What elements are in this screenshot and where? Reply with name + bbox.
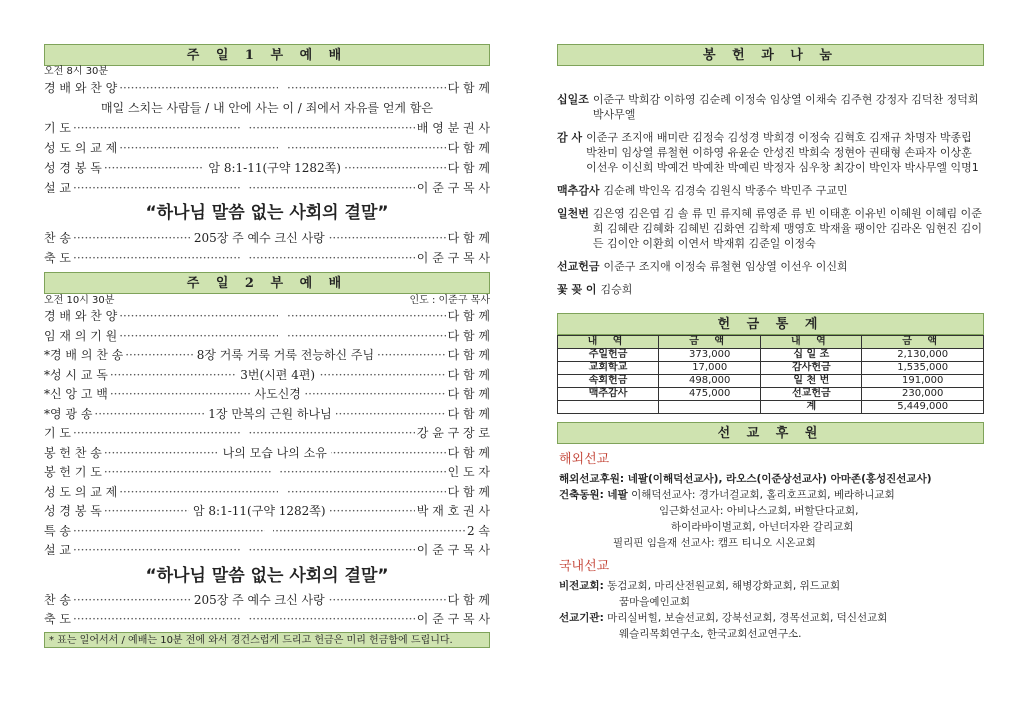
money-amount: 230,000 bbox=[862, 388, 984, 401]
offering-label: 맥추감사 bbox=[557, 184, 600, 197]
right-column bbox=[557, 44, 984, 642]
service2-header: 주 일 2 부 예 배 bbox=[44, 272, 490, 294]
church-line1: 이해덕선교사: 경가너걸교회, 홀리호프교회, 베라하니교회 bbox=[631, 489, 895, 501]
agency-label: 선교기관: bbox=[559, 612, 604, 624]
service2-subhead bbox=[44, 294, 490, 307]
offering-names: 김은영 김은엽 김 솔 류 민 류지혜 류영준 류 빈 이태훈 이유빈 이혜원 이혜림 이준희 김혜란 김혜화 김혜빈 김화연 김학제 맹영호 박재율 팽이안 김라온 임현진 김이든 김이안 이환희 이연서 박재휘 김준일 이정숙 bbox=[592, 207, 983, 250]
order-value: 인 도 자 bbox=[447, 465, 490, 479]
order-value: 다 함 께 bbox=[447, 445, 490, 460]
order-dots bbox=[73, 610, 415, 630]
service2-time: 오전 10시 30분 bbox=[44, 295, 115, 306]
service2-note: * 표는 일어서서 / 예배는 10분 전에 와서 경건스럽게 드리고 헌금은 미리 헌금함에 드립니다. bbox=[44, 632, 490, 648]
order-label: 경 배 와 찬 양 bbox=[44, 81, 118, 95]
order-row bbox=[44, 138, 490, 158]
offering-names: 이준구 박희감 이하영 김순례 이정숙 임상열 이채숙 김주현 강정자 김덕찬 정덕희 박사무엘 bbox=[592, 93, 979, 121]
order-value: 강 윤 구 장 로 bbox=[416, 426, 490, 440]
order-detail bbox=[240, 181, 248, 195]
money-item: 속회헌금 bbox=[558, 375, 659, 388]
money-table bbox=[557, 335, 984, 414]
order-row bbox=[44, 502, 490, 522]
service2-sermon: “하나님 말씀 없는 사회의 결말” bbox=[145, 565, 389, 586]
order-value: 다 함 께 bbox=[447, 348, 490, 362]
order-row bbox=[44, 118, 490, 138]
money-amount: 498,000 bbox=[659, 375, 761, 388]
order-dots bbox=[73, 248, 415, 268]
order-value: 이 준 구 목 사 bbox=[416, 543, 490, 557]
order-dots bbox=[73, 178, 415, 198]
order-detail: 암 8:1-11(구약 1282쪽) bbox=[189, 504, 330, 518]
overseas-title: 해외선교 bbox=[559, 452, 610, 467]
order-dots bbox=[125, 346, 445, 366]
order-row bbox=[44, 444, 490, 464]
offering-entry bbox=[557, 282, 984, 297]
money-row bbox=[558, 388, 984, 401]
mission-header: 선 교 후 원 bbox=[557, 422, 984, 444]
order-dots bbox=[73, 591, 446, 611]
order-dots bbox=[73, 541, 415, 561]
order-detail: 나의 모습 나의 소유 bbox=[219, 446, 331, 460]
order-row bbox=[44, 327, 490, 347]
order-detail bbox=[278, 309, 286, 323]
money-header: 헌 금 통 계 bbox=[557, 313, 984, 335]
order-label: 봉 헌 기 도 bbox=[44, 465, 102, 479]
overseas-support: 해외선교후원: 네팔(이해덕선교사), 라오스(이준상선교사) 아마존(홍성진선교사) bbox=[559, 473, 932, 485]
order-dots bbox=[110, 366, 446, 386]
order-label: 축 도 bbox=[44, 251, 71, 265]
vision-line2: 꿈마을예인교회 bbox=[619, 596, 691, 608]
order-value: 이 준 구 목 사 bbox=[416, 251, 490, 265]
offering-names: 김순례 박인옥 김경숙 김원식 박종수 박민주 구교민 bbox=[603, 184, 848, 197]
order-value: 2 속 bbox=[466, 523, 490, 538]
money-table-header bbox=[558, 336, 984, 349]
order-detail bbox=[240, 251, 248, 265]
order-label: *신 앙 고 백 bbox=[44, 387, 108, 401]
order-value: 배 영 분 권 사 bbox=[416, 121, 490, 135]
order-label: 경 배 와 찬 양 bbox=[44, 309, 118, 323]
money-amount: 373,000 bbox=[659, 349, 761, 362]
offering-label: 꽃 꽂 이 bbox=[557, 283, 597, 296]
order-dots bbox=[73, 424, 415, 444]
order-dots bbox=[104, 502, 415, 522]
order-label: 축 도 bbox=[44, 612, 71, 626]
order-row bbox=[44, 522, 490, 542]
order-label: 찬 송 bbox=[44, 231, 71, 245]
order-dots bbox=[94, 405, 445, 425]
money-amount: 1,535,000 bbox=[862, 362, 984, 375]
order-dots bbox=[104, 463, 446, 483]
money-amount: 2,130,000 bbox=[862, 349, 984, 362]
philippines: 필리핀 임을재 선교사: 캠프 티니오 시온교회 bbox=[613, 537, 816, 549]
money-item: 선교헌금 bbox=[761, 388, 862, 401]
order-label: 특 송 bbox=[44, 523, 71, 538]
order-value: 다 함 께 bbox=[447, 141, 490, 155]
order-detail bbox=[240, 543, 248, 557]
money-col-header: 내 역 bbox=[558, 336, 659, 349]
order-label: 임 재 의 기 원 bbox=[44, 328, 118, 343]
order-detail: 8장 거룩 거룩 거룩 전능하신 주님 bbox=[193, 348, 378, 362]
order-detail: 205장 주 예수 크신 사랑 bbox=[190, 593, 329, 607]
order-dots bbox=[73, 522, 465, 542]
order-row bbox=[44, 405, 490, 425]
order-detail: 암 8:1-11(구약 1282쪽) bbox=[204, 161, 345, 175]
order-dots bbox=[119, 307, 445, 327]
mission-domestic bbox=[559, 578, 984, 642]
offering-entry bbox=[557, 206, 984, 251]
order-dots bbox=[119, 483, 445, 503]
order-dots bbox=[73, 118, 415, 138]
order-value: 이 준 구 목 사 bbox=[416, 612, 490, 626]
order-value: 다 함 께 bbox=[447, 406, 490, 421]
order-dots bbox=[73, 228, 446, 248]
agency-line1: 마리실버힐, 보술선교회, 강북선교회, 경목선교회, 덕신선교회 bbox=[607, 612, 888, 624]
order-detail bbox=[265, 524, 273, 538]
agency-line2: 웨슬리목회연구소, 한국교회선교연구소. bbox=[619, 628, 802, 640]
money-amount: 191,000 bbox=[862, 375, 984, 388]
order-label: 성 경 봉 독 bbox=[44, 504, 102, 518]
offering-entry bbox=[557, 92, 984, 122]
order-detail: 3번(시편 4편) bbox=[236, 368, 319, 382]
order-label: *영 광 송 bbox=[44, 406, 93, 421]
order-label: 성 도 의 교 제 bbox=[44, 484, 118, 499]
order-dots bbox=[119, 327, 445, 347]
money-item bbox=[558, 401, 659, 414]
offering-label: 선교헌금 bbox=[557, 260, 600, 273]
money-item: 교회학교 bbox=[558, 362, 659, 375]
offering-names: 이준구 조지애 배미란 김정숙 김성경 박희경 이정숙 김혁호 김재규 차명자 박종립 박찬미 임상열 류철현 이하영 유윤순 안성진 박희숙 정현아 권태형 손파자 이상훈 이선우 이신희 박예건 박예찬 박예린 박정자 심우창 최강이 박인자 박사무엘 익명1 bbox=[586, 131, 979, 174]
offering-entry bbox=[557, 183, 984, 198]
order-detail bbox=[240, 612, 248, 626]
order-row bbox=[44, 463, 490, 483]
money-col-header: 내 역 bbox=[761, 336, 862, 349]
order-detail bbox=[278, 329, 286, 343]
church-line2: 임근화선교사: 아비나스교회, 버할단다교회, bbox=[659, 505, 859, 517]
order-row bbox=[44, 591, 490, 611]
order-label: 성 경 봉 독 bbox=[44, 161, 102, 175]
service2-order bbox=[44, 307, 490, 630]
order-label: 설 교 bbox=[44, 543, 71, 557]
order-row bbox=[44, 385, 490, 405]
domestic-title: 국내선교 bbox=[559, 559, 610, 574]
service1-order bbox=[44, 78, 490, 268]
offering-label: 감 사 bbox=[557, 131, 583, 144]
money-amount: 5,449,000 bbox=[862, 401, 984, 414]
offering-entry bbox=[557, 259, 984, 274]
vision-line1: 동검교회, 마리산전원교회, 해병강화교회, 위드교회 bbox=[607, 580, 841, 592]
offering-names: 이준구 조지애 이정숙 류철현 임상열 이선우 이신희 bbox=[603, 260, 848, 273]
left-column bbox=[44, 44, 490, 648]
order-detail bbox=[240, 121, 248, 135]
service1-song: 매일 스치는 사람들 / 내 안에 사는 이 / 죄에서 자유를 얻게 함은 bbox=[100, 101, 434, 115]
church-label: 건축동원: 네팔 bbox=[559, 489, 628, 501]
order-label: 성 도 의 교 제 bbox=[44, 141, 118, 155]
offering-label: 십일조 bbox=[557, 93, 589, 106]
order-label: 설 교 bbox=[44, 181, 71, 195]
order-value: 다 함 께 bbox=[447, 161, 490, 175]
money-amount: 475,000 bbox=[659, 388, 761, 401]
service1-sermon: “하나님 말씀 없는 사회의 결말” bbox=[145, 203, 389, 223]
order-detail: 205장 주 예수 크신 사랑 bbox=[190, 231, 329, 245]
order-detail bbox=[278, 141, 286, 155]
order-row bbox=[44, 178, 490, 198]
order-detail bbox=[278, 485, 286, 499]
order-value: 박 재 호 권 사 bbox=[416, 504, 490, 518]
order-value: 이 준 구 목 사 bbox=[416, 181, 490, 195]
money-row bbox=[558, 401, 984, 414]
order-dots bbox=[119, 138, 445, 158]
order-label: 기 도 bbox=[44, 121, 71, 135]
money-item: 십 일 조 bbox=[761, 349, 862, 362]
order-row bbox=[44, 366, 490, 386]
church-building bbox=[559, 487, 984, 503]
service1-header: 주 일 1 부 예 배 bbox=[44, 44, 490, 66]
order-row bbox=[44, 158, 490, 178]
order-detail bbox=[240, 426, 248, 440]
order-dots bbox=[104, 158, 446, 178]
vision-label: 비전교회: bbox=[559, 580, 604, 592]
order-detail: 1장 만복의 근원 하나님 bbox=[204, 407, 335, 421]
order-row bbox=[44, 307, 490, 327]
order-row bbox=[44, 610, 490, 630]
money-amount bbox=[659, 401, 761, 414]
money-row bbox=[558, 362, 984, 375]
order-value: 다 함 께 bbox=[447, 328, 490, 343]
offering-names: 김승희 bbox=[600, 283, 633, 296]
order-detail bbox=[271, 465, 279, 479]
order-label: 기 도 bbox=[44, 426, 71, 440]
order-dots bbox=[110, 385, 446, 405]
order-detail: 사도신경 bbox=[251, 387, 305, 401]
service2-leader: 인도 : 이준구 목사 bbox=[409, 295, 490, 306]
order-label: 봉 헌 찬 송 bbox=[44, 445, 102, 460]
money-item: 감사헌금 bbox=[761, 362, 862, 375]
order-row bbox=[44, 78, 490, 98]
order-label: *성 시 교 독 bbox=[44, 367, 108, 382]
offering-list bbox=[557, 92, 984, 297]
order-value: 다 함 께 bbox=[447, 484, 490, 499]
money-amount: 17,000 bbox=[659, 362, 761, 375]
service1-time: 오전 8시 30분 bbox=[44, 66, 109, 77]
offering-label: 일천번 bbox=[557, 207, 589, 220]
order-dots bbox=[104, 444, 446, 464]
order-row bbox=[44, 541, 490, 561]
order-value: 다 함 께 bbox=[447, 309, 490, 323]
order-value: 다 함 께 bbox=[447, 367, 490, 382]
money-item: 일 천 번 bbox=[761, 375, 862, 388]
money-row bbox=[558, 349, 984, 362]
order-value: 다 함 께 bbox=[447, 81, 490, 95]
offering-entry bbox=[557, 130, 984, 175]
order-dots bbox=[119, 78, 445, 98]
money-row bbox=[558, 375, 984, 388]
order-label: 찬 송 bbox=[44, 592, 71, 607]
money-item: 맥추감사 bbox=[558, 388, 659, 401]
order-value: 다 함 께 bbox=[447, 387, 490, 401]
money-item: 주일헌금 bbox=[558, 349, 659, 362]
order-value: 다 함 께 bbox=[447, 592, 490, 607]
order-row bbox=[44, 483, 490, 503]
order-row bbox=[44, 346, 490, 366]
money-col-header: 금 액 bbox=[862, 336, 984, 349]
order-row bbox=[44, 248, 490, 268]
money-item: 계 bbox=[761, 401, 862, 414]
mission-overseas bbox=[559, 471, 984, 551]
offering-header: 봉 헌 과 나 눔 bbox=[557, 44, 984, 66]
money-col-header: 금 액 bbox=[659, 336, 761, 349]
order-value: 다 함 께 bbox=[447, 231, 490, 245]
order-label: *경 배 의 찬 송 bbox=[44, 348, 124, 362]
order-detail bbox=[278, 81, 286, 95]
order-row bbox=[44, 228, 490, 248]
church-line3: 하이라바이벌교회, 아넌더자완 갈리교회 bbox=[671, 521, 854, 533]
order-row bbox=[44, 424, 490, 444]
